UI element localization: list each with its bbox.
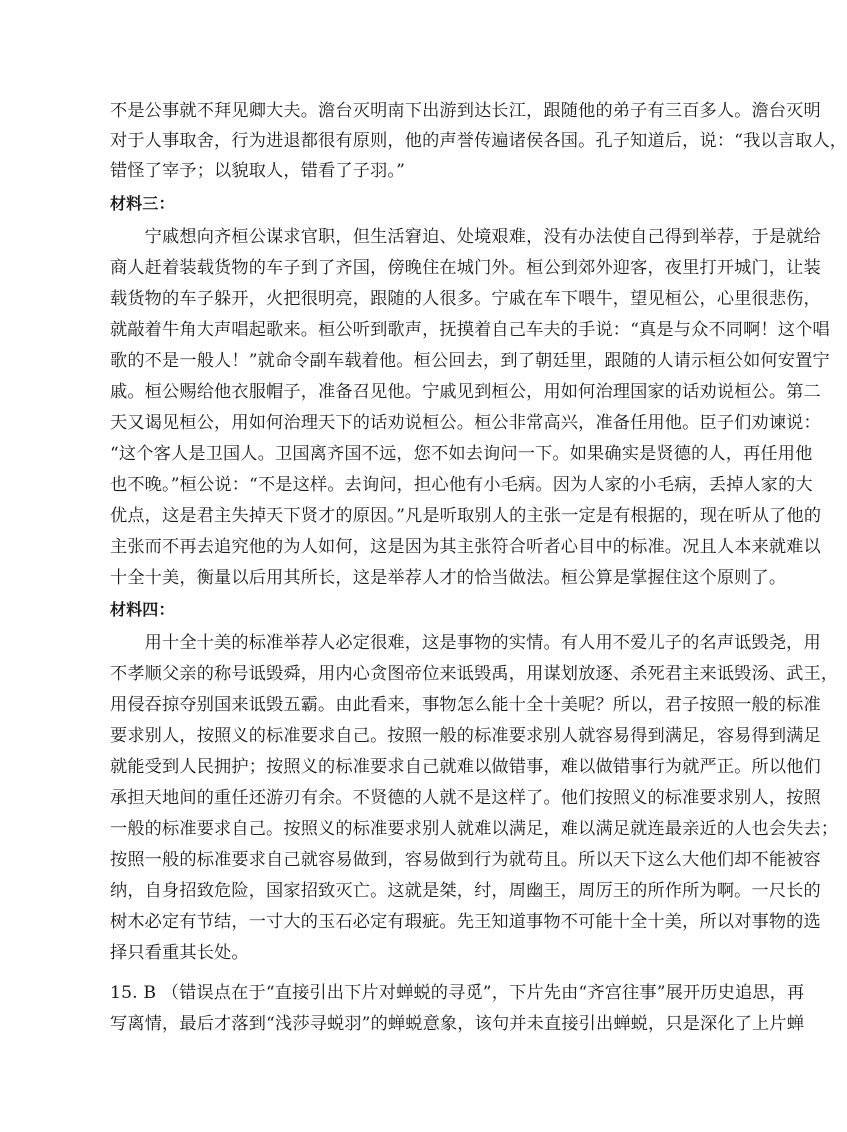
text-line: 戚。桓公赐给他衣服帽子，准备召见他。宁戚见到桓公，用如何治理国家的话劝说桓公。第二: [110, 382, 821, 402]
text-line: 用侵吞掠夺别国来诋毁五霸。由此看来，事物怎么能十全十美呢？所以，君子按照一般的标准: [110, 695, 821, 715]
text-line: 树木必定有节结，一寸大的玉石必定有瑕疵。先王知道事物不可能十全十美，所以对事物的选: [110, 912, 821, 932]
text-line: 按照一般的标准要求自己就容易做到，容易做到行为就苟且。所以天下这么大他们却不能被容: [110, 850, 821, 870]
text-line: 纳，自身招致危险，国家招致灭亡。这就是桀，纣，周幽王，周厉王的所作所为啊。一尺长的: [110, 881, 821, 901]
answer-line: 写离情，最后才落到“浅莎寻蜕羽”的蝉蜕意象，该句并未直接引出蝉蜕，只是深化了上片蝉: [110, 1014, 805, 1034]
answer-line: 15. B （错误点在于“直接引出下片对蝉蜕的寻觅”，下片先由“齐宫往事”展开历史追思，再: [110, 983, 805, 1003]
text-line: 要求别人，按照义的标准要求自己。按照一般的标准要求别人就容易得到满足，容易得到满足: [110, 726, 821, 746]
text-line: 也不晚。”桓公说：“不是这样。去询问，担心他有小毛病。因为人家的小毛病，丢掉人家的大: [110, 475, 813, 495]
text-line: 宁戚想向齐桓公谋求官职，但生活窘迫、处境艰难，没有办法使自己得到举荐，于是就给: [110, 227, 821, 247]
text-line: 商人赶着装载货物的车子到了齐国，傍晚住在城门外。桓公到郊外迎客，夜里打开城门，让装: [110, 258, 821, 278]
text-line: 不孝顺父亲的称号诋毁舜，用内心贪图帝位来诋毁禹，用谋划放逐、杀死君主来诋毁汤、武王，: [110, 664, 839, 684]
section-heading: 材料四：: [110, 600, 175, 619]
text-line: 不是公事就不拜见卿大夫。澹台灭明南下出游到达长江，跟随他的弟子有三百多人。澹台灭明: [110, 101, 821, 121]
text-line: 十全十美，衡量以后用其所长，这是举荐人才的恰当做法。桓公算是掌握住这个原则了。: [110, 568, 787, 588]
text-line: 优点，这是君主失掉天下贤才的原因。”凡是听取别人的主张一定是有根据的，现在听从了他的: [110, 506, 822, 526]
text-line: 择只看重其长处。: [110, 943, 249, 963]
text-line: 就敲着牛角大声唱起歌来。桓公听到歌声，抚摸着自己车夫的手说：“真是与众不同啊！这个唱: [110, 320, 830, 340]
text-line: 载货物的车子躲开，火把很明亮，跟随的人很多。宁戚在车下喂牛，望见桓公，心里很悲伤，: [110, 289, 821, 309]
text-line: 主张而不再去追究他的为人如何，这是因为其主张符合听者心目中的标准。况且人本来就难以: [110, 537, 821, 557]
text-line: 就能受到人民拥护；按照义的标准要求自己就难以做错事，难以做错事行为就严正。所以他们: [110, 757, 821, 777]
text-line: “这个客人是卫国人。卫国离齐国不远，您不如去询问一下。如果确实是贤德的人，再任用他: [110, 444, 813, 464]
text-line: 承担天地间的重任还游刃有余。不贤德的人就不是这样了。他们按照义的标准要求别人，按照: [110, 788, 821, 808]
text-line: 一般的标准要求自己。按照义的标准要求别人就难以满足，难以满足就连最亲近的人也会失去；: [110, 819, 839, 839]
text-line: 对于人事取舍，行为进退都很有原则，他的声誉传遍诸侯各国。孔子知道后，说：“我以言取人，: [110, 131, 847, 151]
text-line: 天又谒见桓公，用如何治理天下的话劝说桓公。桓公非常高兴，准备任用他。臣子们劝谏说：: [110, 413, 821, 433]
text-line: 歌的不是一般人！”就命令副车载着他。桓公回去，到了朝廷里，跟随的人请示桓公如何安置宁: [110, 351, 830, 371]
section-heading: 材料三：: [110, 194, 175, 213]
text-line: 错怪了宰予；以貌取人，错看了子羽。”: [110, 161, 406, 181]
text-line: 用十全十美的标准举荐人必定很难，这是事物的实情。有人用不爱儿子的名声诋毁尧，用: [110, 633, 821, 653]
